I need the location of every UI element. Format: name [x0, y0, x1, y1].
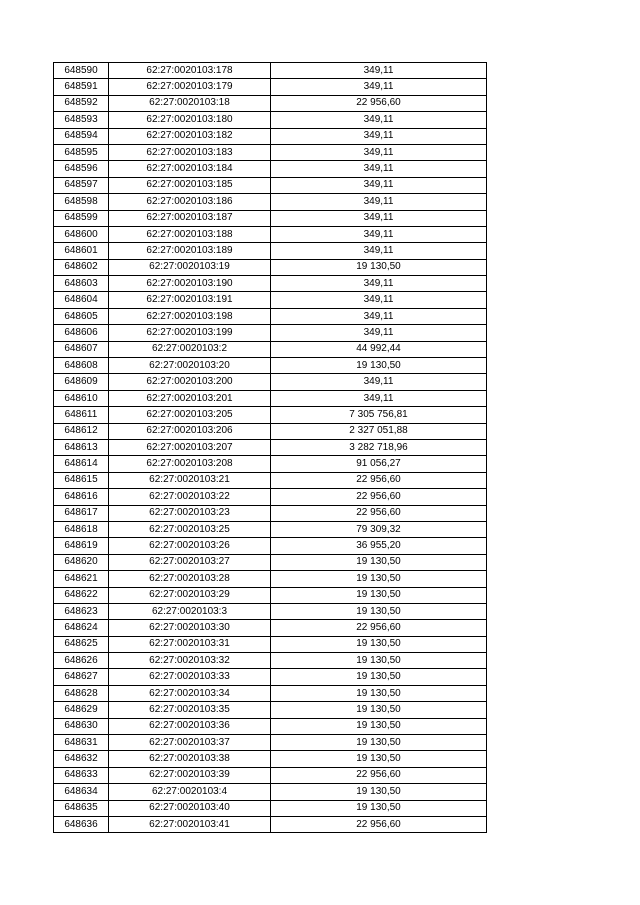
cadastral-number-cell: 62:27:0020103:205 [109, 407, 271, 423]
cadastral-number-cell: 62:27:0020103:37 [109, 735, 271, 751]
cadastral-number-cell: 62:27:0020103:178 [109, 63, 271, 79]
cadastral-value-cell: 349,11 [271, 390, 487, 406]
cadastral-value-cell: 19 130,50 [271, 735, 487, 751]
cadastral-value-cell: 36 955,20 [271, 538, 487, 554]
cadastral-value-cell: 19 130,50 [271, 685, 487, 701]
row-number-cell: 648628 [54, 685, 109, 701]
cadastral-number-cell: 62:27:0020103:180 [109, 112, 271, 128]
row-number-cell: 648624 [54, 620, 109, 636]
cadastral-number-cell: 62:27:0020103:186 [109, 194, 271, 210]
cadastral-number-cell: 62:27:0020103:189 [109, 243, 271, 259]
cadastral-number-cell: 62:27:0020103:28 [109, 571, 271, 587]
cadastral-value-cell: 349,11 [271, 161, 487, 177]
row-number-cell: 648621 [54, 571, 109, 587]
cadastral-value-cell: 22 956,60 [271, 620, 487, 636]
table-row [54, 685, 487, 701]
table-row [54, 784, 487, 800]
table-row [54, 489, 487, 505]
cadastral-value-cell: 349,11 [271, 325, 487, 341]
table-row [54, 194, 487, 210]
row-number-cell: 648602 [54, 259, 109, 275]
row-number-cell: 648599 [54, 210, 109, 226]
table-row [54, 358, 487, 374]
cadastral-number-cell: 62:27:0020103:31 [109, 636, 271, 652]
row-number-cell: 648619 [54, 538, 109, 554]
table-row [54, 554, 487, 570]
row-number-cell: 648601 [54, 243, 109, 259]
table-row [54, 735, 487, 751]
cadastral-number-cell: 62:27:0020103:183 [109, 144, 271, 160]
row-number-cell: 648592 [54, 95, 109, 111]
table-row [54, 292, 487, 308]
row-number-cell: 648630 [54, 718, 109, 734]
cadastral-value-cell: 19 130,50 [271, 587, 487, 603]
table-row [54, 243, 487, 259]
table-row [54, 407, 487, 423]
cadastral-number-cell: 62:27:0020103:187 [109, 210, 271, 226]
table-row [54, 521, 487, 537]
cadastral-value-cell: 19 130,50 [271, 571, 487, 587]
row-number-cell: 648635 [54, 800, 109, 816]
row-number-cell: 648627 [54, 669, 109, 685]
cadastral-number-cell: 62:27:0020103:184 [109, 161, 271, 177]
cadastral-value-cell: 2 327 051,88 [271, 423, 487, 439]
row-number-cell: 648590 [54, 63, 109, 79]
table-row [54, 505, 487, 521]
cadastral-value-cell: 19 130,50 [271, 358, 487, 374]
row-number-cell: 648614 [54, 456, 109, 472]
cadastral-number-cell: 62:27:0020103:4 [109, 784, 271, 800]
row-number-cell: 648606 [54, 325, 109, 341]
row-number-cell: 648609 [54, 374, 109, 390]
table-row [54, 751, 487, 767]
row-number-cell: 648603 [54, 276, 109, 292]
row-number-cell: 648633 [54, 767, 109, 783]
table-row [54, 636, 487, 652]
cadastral-number-cell: 62:27:0020103:185 [109, 177, 271, 193]
cadastral-number-cell: 62:27:0020103:34 [109, 685, 271, 701]
cadastral-value-cell: 349,11 [271, 79, 487, 95]
row-number-cell: 648591 [54, 79, 109, 95]
table-row [54, 472, 487, 488]
row-number-cell: 648595 [54, 144, 109, 160]
cadastral-number-cell: 62:27:0020103:3 [109, 603, 271, 619]
cadastral-number-cell: 62:27:0020103:188 [109, 226, 271, 242]
cadastral-value-cell: 19 130,50 [271, 702, 487, 718]
cadastral-number-cell: 62:27:0020103:39 [109, 767, 271, 783]
row-number-cell: 648634 [54, 784, 109, 800]
row-number-cell: 648616 [54, 489, 109, 505]
cadastral-number-cell: 62:27:0020103:26 [109, 538, 271, 554]
cadastral-value-cell: 349,11 [271, 374, 487, 390]
table-row [54, 620, 487, 636]
cadastral-number-cell: 62:27:0020103:20 [109, 358, 271, 374]
table-row [54, 161, 487, 177]
cadastral-number-cell: 62:27:0020103:38 [109, 751, 271, 767]
cadastral-value-cell: 349,11 [271, 63, 487, 79]
row-number-cell: 648605 [54, 308, 109, 324]
table-row [54, 63, 487, 79]
table-row [54, 439, 487, 455]
row-number-cell: 648622 [54, 587, 109, 603]
table-row [54, 95, 487, 111]
cadastral-value-cell: 349,11 [271, 128, 487, 144]
table-row [54, 456, 487, 472]
cadastral-value-cell: 19 130,50 [271, 784, 487, 800]
row-number-cell: 648607 [54, 341, 109, 357]
table-row [54, 259, 487, 275]
cadastral-number-cell: 62:27:0020103:208 [109, 456, 271, 472]
cadastral-value-cell: 19 130,50 [271, 636, 487, 652]
cadastral-number-cell: 62:27:0020103:182 [109, 128, 271, 144]
table-row [54, 79, 487, 95]
cadastral-number-cell: 62:27:0020103:18 [109, 95, 271, 111]
cadastral-value-cell: 79 309,32 [271, 521, 487, 537]
cadastral-number-cell: 62:27:0020103:2 [109, 341, 271, 357]
cadastral-value-cell: 19 130,50 [271, 653, 487, 669]
cadastral-number-cell: 62:27:0020103:40 [109, 800, 271, 816]
table-row [54, 669, 487, 685]
row-number-cell: 648610 [54, 390, 109, 406]
table-row [54, 603, 487, 619]
cadastral-number-cell: 62:27:0020103:29 [109, 587, 271, 603]
cadastral-number-cell: 62:27:0020103:200 [109, 374, 271, 390]
cadastral-value-cell: 19 130,50 [271, 751, 487, 767]
cadastral-number-cell: 62:27:0020103:25 [109, 521, 271, 537]
cadastral-value-cell: 22 956,60 [271, 489, 487, 505]
cadastral-value-cell: 349,11 [271, 308, 487, 324]
cadastral-value-cell: 19 130,50 [271, 800, 487, 816]
row-number-cell: 648626 [54, 653, 109, 669]
cadastral-value-cell: 349,11 [271, 112, 487, 128]
cadastral-number-cell: 62:27:0020103:191 [109, 292, 271, 308]
table-row [54, 276, 487, 292]
cadastral-value-cell: 91 056,27 [271, 456, 487, 472]
cadastral-number-cell: 62:27:0020103:198 [109, 308, 271, 324]
table-row [54, 112, 487, 128]
cadastral-value-cell: 7 305 756,81 [271, 407, 487, 423]
row-number-cell: 648623 [54, 603, 109, 619]
cadastral-value-cell: 22 956,60 [271, 95, 487, 111]
cadastral-number-cell: 62:27:0020103:27 [109, 554, 271, 570]
cadastral-number-cell: 62:27:0020103:19 [109, 259, 271, 275]
cadastral-value-cell: 22 956,60 [271, 505, 487, 521]
table-row [54, 210, 487, 226]
table-row [54, 571, 487, 587]
cadastral-value-cell: 19 130,50 [271, 718, 487, 734]
cadastral-value-cell: 19 130,50 [271, 259, 487, 275]
row-number-cell: 648600 [54, 226, 109, 242]
table-row [54, 423, 487, 439]
table-row [54, 587, 487, 603]
cadastral-value-cell: 349,11 [271, 144, 487, 160]
cadastral-value-cell: 22 956,60 [271, 472, 487, 488]
cadastral-number-cell: 62:27:0020103:190 [109, 276, 271, 292]
row-number-cell: 648608 [54, 358, 109, 374]
table-row [54, 341, 487, 357]
cadastral-number-cell: 62:27:0020103:35 [109, 702, 271, 718]
table-row [54, 702, 487, 718]
table-row [54, 816, 487, 832]
table-row [54, 325, 487, 341]
table-row [54, 374, 487, 390]
row-number-cell: 648613 [54, 439, 109, 455]
row-number-cell: 648629 [54, 702, 109, 718]
cadastral-number-cell: 62:27:0020103:207 [109, 439, 271, 455]
row-number-cell: 648604 [54, 292, 109, 308]
cadastral-number-cell: 62:27:0020103:206 [109, 423, 271, 439]
table-row [54, 767, 487, 783]
table-row [54, 144, 487, 160]
row-number-cell: 648620 [54, 554, 109, 570]
table-body [54, 63, 487, 833]
table-row [54, 538, 487, 554]
table-row [54, 226, 487, 242]
row-number-cell: 648615 [54, 472, 109, 488]
row-number-cell: 648636 [54, 816, 109, 832]
cadastral-value-cell: 19 130,50 [271, 554, 487, 570]
row-number-cell: 648625 [54, 636, 109, 652]
cadastral-number-cell: 62:27:0020103:23 [109, 505, 271, 521]
cadastral-value-cell: 349,11 [271, 292, 487, 308]
row-number-cell: 648597 [54, 177, 109, 193]
table-row [54, 128, 487, 144]
cadastral-value-cell: 349,11 [271, 194, 487, 210]
table-row [54, 653, 487, 669]
cadastral-value-cell: 349,11 [271, 226, 487, 242]
cadastral-number-cell: 62:27:0020103:21 [109, 472, 271, 488]
row-number-cell: 648596 [54, 161, 109, 177]
cadastral-number-cell: 62:27:0020103:32 [109, 653, 271, 669]
cadastral-value-cell: 19 130,50 [271, 603, 487, 619]
row-number-cell: 648618 [54, 521, 109, 537]
row-number-cell: 648598 [54, 194, 109, 210]
row-number-cell: 648594 [54, 128, 109, 144]
cadastral-number-cell: 62:27:0020103:199 [109, 325, 271, 341]
row-number-cell: 648593 [54, 112, 109, 128]
row-number-cell: 648617 [54, 505, 109, 521]
cadastral-number-cell: 62:27:0020103:22 [109, 489, 271, 505]
row-number-cell: 648611 [54, 407, 109, 423]
cadastral-value-cell: 22 956,60 [271, 767, 487, 783]
cadastral-number-cell: 62:27:0020103:201 [109, 390, 271, 406]
data-table [53, 62, 487, 833]
row-number-cell: 648612 [54, 423, 109, 439]
row-number-cell: 648632 [54, 751, 109, 767]
table-row [54, 308, 487, 324]
table-row [54, 800, 487, 816]
table-row [54, 390, 487, 406]
cadastral-value-cell: 22 956,60 [271, 816, 487, 832]
cadastral-value-cell: 349,11 [271, 177, 487, 193]
cadastral-number-cell: 62:27:0020103:36 [109, 718, 271, 734]
cadastral-number-cell: 62:27:0020103:30 [109, 620, 271, 636]
table-row [54, 177, 487, 193]
cadastral-value-cell: 349,11 [271, 210, 487, 226]
cadastral-value-cell: 349,11 [271, 276, 487, 292]
cadastral-value-cell: 349,11 [271, 243, 487, 259]
table-row [54, 718, 487, 734]
cadastral-value-cell: 44 992,44 [271, 341, 487, 357]
cadastral-value-cell: 3 282 718,96 [271, 439, 487, 455]
cadastral-number-cell: 62:27:0020103:33 [109, 669, 271, 685]
row-number-cell: 648631 [54, 735, 109, 751]
cadastral-value-cell: 19 130,50 [271, 669, 487, 685]
cadastral-number-cell: 62:27:0020103:179 [109, 79, 271, 95]
cadastral-number-cell: 62:27:0020103:41 [109, 816, 271, 832]
